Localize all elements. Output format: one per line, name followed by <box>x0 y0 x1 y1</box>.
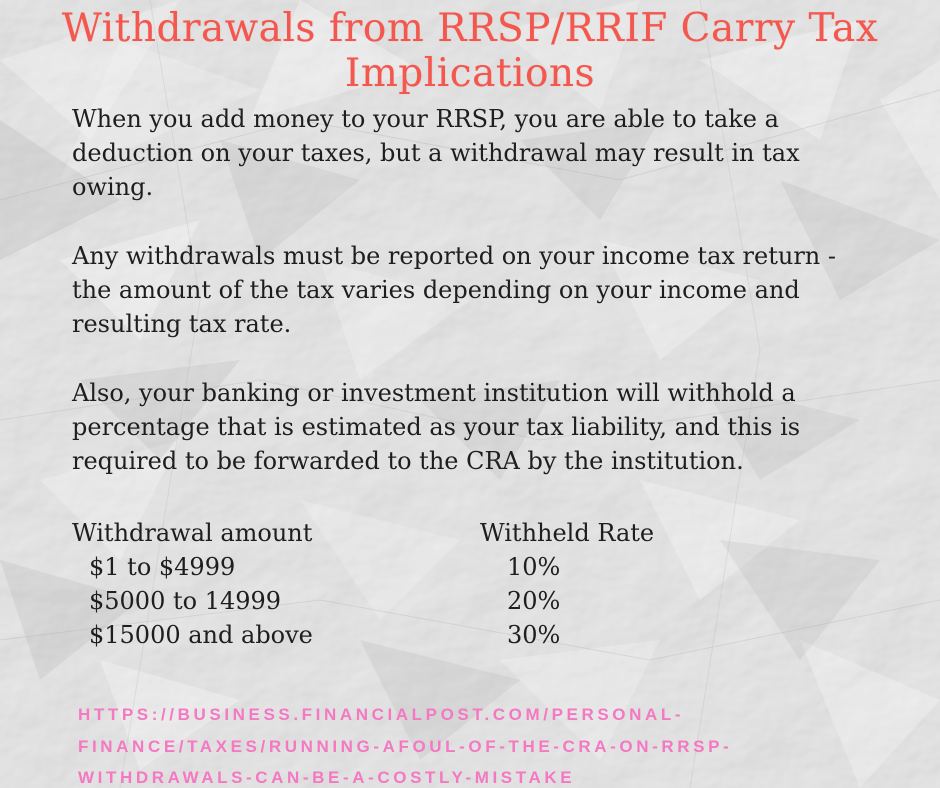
paragraph-line: deduction on your taxes, but a withdrawal may result in tax <box>72 139 800 167</box>
withdrawal-amount-cell: $1 to $4999 <box>89 553 236 581</box>
source-url-line: FINANCE/TAXES/RUNNING-AFOUL-OF-THE-CRA-ON-RRSP- <box>78 736 733 756</box>
withholding-rate-table <box>72 516 654 652</box>
table-row <box>72 584 654 618</box>
source-url-line: WITHDRAWALS-CAN-BE-A-COSTLY-MISTAKE <box>78 768 576 787</box>
table-header-row <box>72 516 654 550</box>
withheld-rate-cell: 30% <box>507 621 561 649</box>
source-url-link[interactable] <box>78 699 732 788</box>
withheld-rate-cell: 10% <box>507 553 561 581</box>
page-title: Withdrawals from RRSP/RRIF Carry Tax Implications <box>61 6 879 96</box>
paragraph-line: Any withdrawals must be reported on your income tax return - <box>72 242 836 270</box>
paragraph-line: owing. <box>72 173 154 201</box>
paragraph-line: the amount of the tax varies depending on your income and <box>72 276 800 304</box>
column-header-withdrawal-amount: Withdrawal amount <box>72 519 313 547</box>
paragraph-reporting <box>72 239 862 341</box>
paragraph-line: resulting tax rate. <box>72 310 292 338</box>
paragraph-line: percentage that is estimated as your tax liability, and this is <box>72 413 801 441</box>
withdrawal-amount-cell: $15000 and above <box>89 621 313 649</box>
withdrawal-amount-cell: $5000 to 14999 <box>89 587 282 615</box>
withheld-rate-cell: 20% <box>507 587 561 615</box>
body-text <box>72 102 862 513</box>
table-row <box>72 618 654 652</box>
source-url-line: HTTPS://BUSINESS.FINANCIALPOST.COM/PERSONAL- <box>78 705 685 724</box>
column-header-withheld-rate: Withheld Rate <box>480 519 655 547</box>
paragraph-rrsp-deduction <box>72 102 862 204</box>
paragraph-withholding <box>72 376 862 478</box>
paragraph-line: required to be forwarded to the CRA by the institution. <box>72 447 744 475</box>
paragraph-line: When you add money to your RRSP, you are able to take a <box>72 105 779 133</box>
paragraph-line: Also, your banking or investment institution will withhold a <box>72 379 796 407</box>
table-row <box>72 550 654 584</box>
